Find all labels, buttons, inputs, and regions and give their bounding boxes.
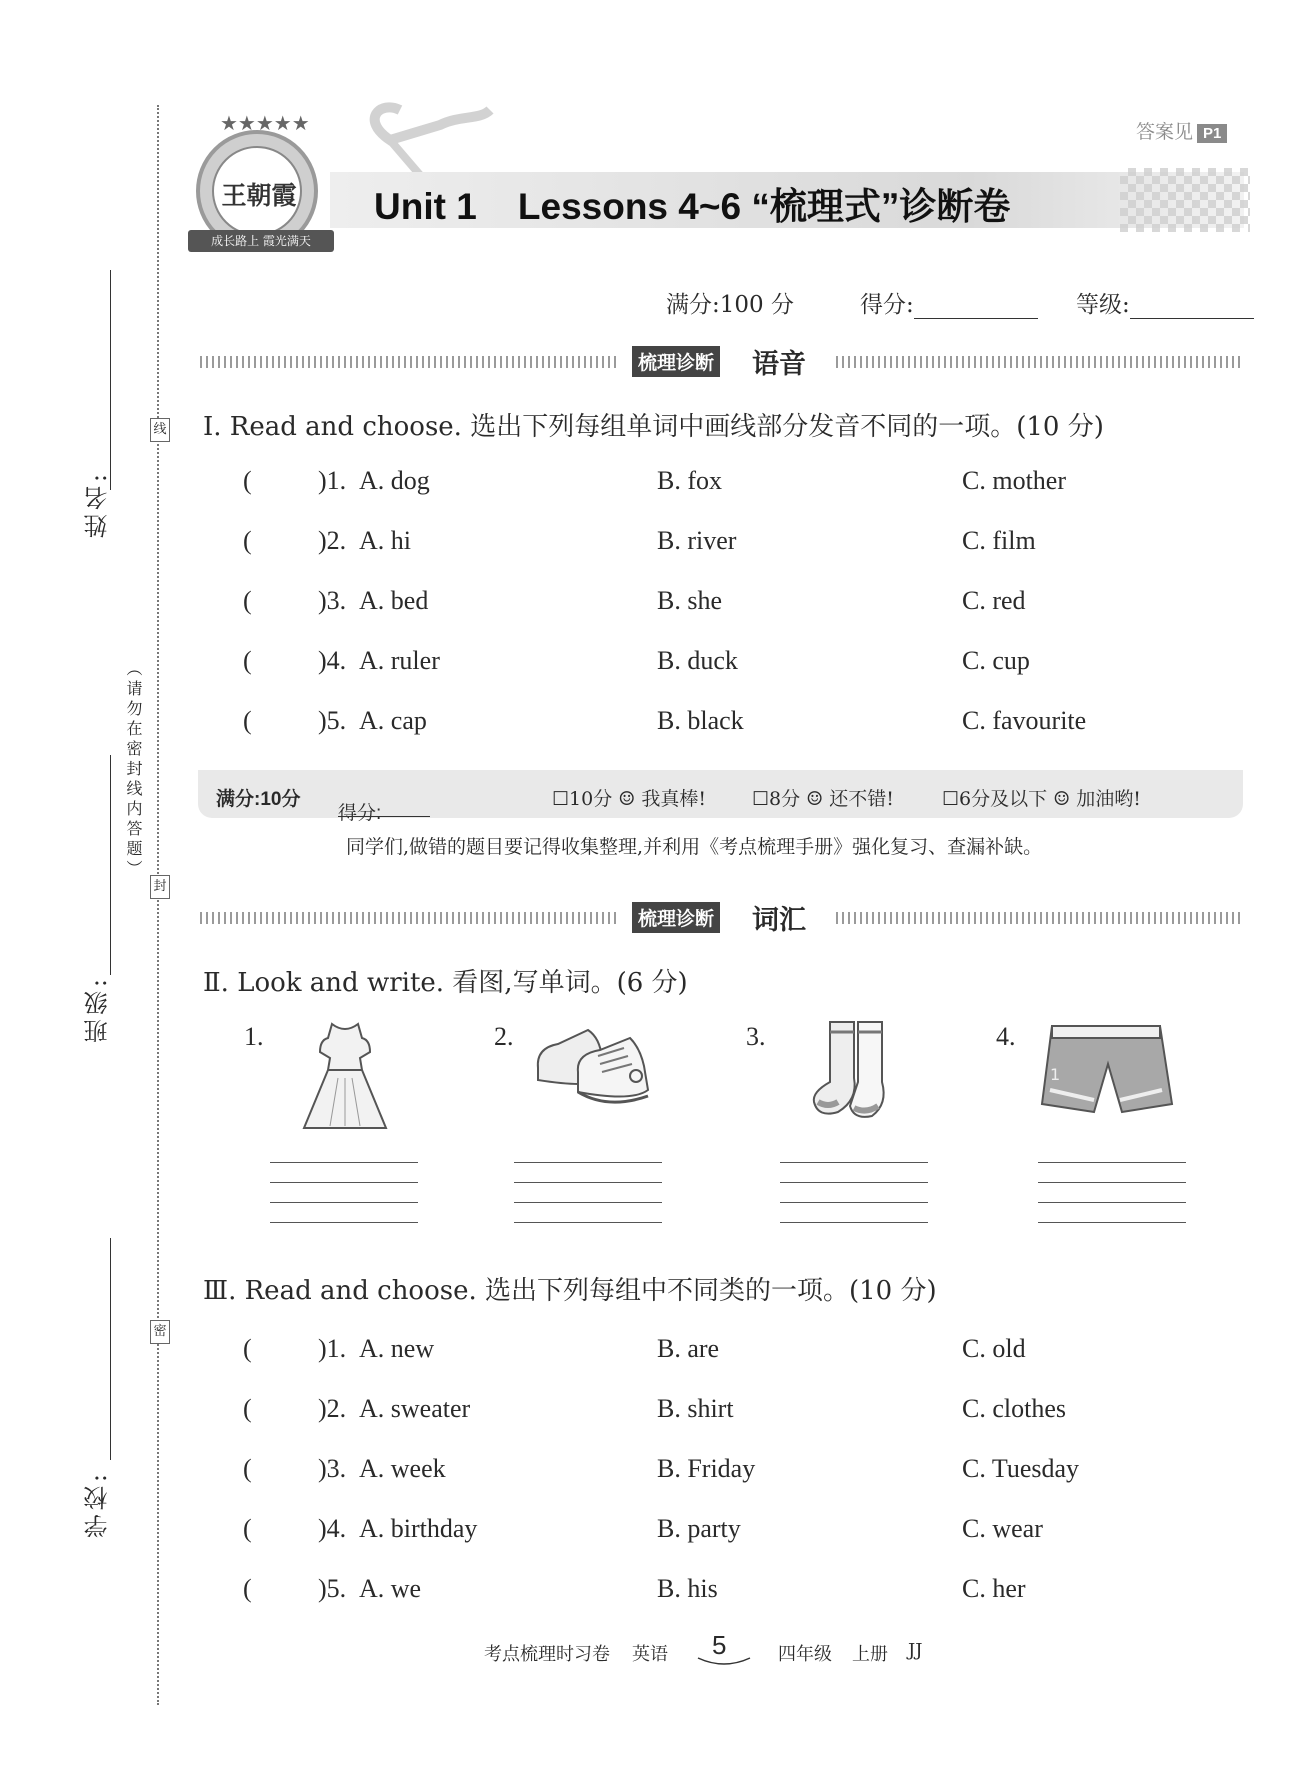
item-number: )2.: [318, 1394, 347, 1423]
answer-paren[interactable]: (: [243, 706, 252, 735]
class-blank: [110, 755, 111, 975]
option-b: B. shirt: [657, 1394, 734, 1423]
answer-page-badge: P1: [1197, 124, 1227, 143]
write-line[interactable]: [514, 1182, 662, 1183]
option-a: A. bed: [359, 586, 429, 615]
section-hatch: [200, 912, 620, 924]
answer-paren[interactable]: (: [243, 586, 252, 615]
option-c: C. cup: [962, 646, 1030, 675]
section-hatch: [836, 912, 1244, 924]
page-title: Unit 1 Lessons 4~6 “梳理式”诊断卷: [374, 186, 1011, 227]
option-c: C. old: [962, 1334, 1026, 1363]
section-title: 语音: [752, 349, 806, 380]
question-row: [240, 526, 1240, 560]
logo-seal: [212, 146, 302, 236]
option-c: C. favourite: [962, 706, 1087, 735]
option-c: C. mother: [962, 466, 1066, 495]
question-row: [240, 586, 1240, 620]
write-line[interactable]: [780, 1222, 928, 1223]
option-a: A. we: [359, 1574, 422, 1603]
question-row: [240, 1394, 1240, 1428]
grade-blank[interactable]: [1130, 296, 1254, 319]
ribbon-decoration-icon: [330, 100, 500, 180]
picture-number: 1.: [244, 1022, 264, 1051]
publisher-logo: [196, 111, 318, 252]
question-row: [240, 1574, 1240, 1608]
answer-paren[interactable]: (: [243, 1454, 252, 1483]
socks-icon: [808, 1016, 898, 1122]
section-scorebox: [198, 770, 1243, 824]
question-row: [240, 646, 1240, 680]
option-b: B. party: [657, 1514, 741, 1543]
write-line[interactable]: [1038, 1222, 1186, 1223]
scorebox-score-blank[interactable]: [338, 798, 430, 817]
page-number: 5: [712, 1630, 727, 1660]
stars-icon: [220, 108, 310, 136]
option-a: A. birthday: [359, 1514, 478, 1543]
item-number: )3.: [318, 586, 347, 615]
self-rate-6[interactable]: ☐6分及以下 ☺ 加油哟!: [942, 788, 1141, 810]
binding-dotted-line: [157, 105, 159, 1705]
item-number: )5.: [318, 1574, 347, 1603]
option-b: B. Friday: [657, 1454, 756, 1483]
answer-paren[interactable]: (: [243, 466, 252, 495]
item-number: )4.: [318, 646, 347, 675]
question-1-heading: Ⅰ. Read and choose. 选出下列每组单词中画线部分发音不同的一项。(10 分): [203, 412, 1104, 442]
option-a: A. sweater: [359, 1394, 471, 1423]
footer-edition: JJ: [908, 1640, 923, 1661]
write-line[interactable]: [514, 1162, 662, 1163]
svg-text:★★★★★: ★★★★★: [220, 111, 310, 135]
write-line[interactable]: [270, 1162, 418, 1163]
banner-checker-pattern: [1120, 168, 1250, 232]
grade-field: [1076, 286, 1254, 319]
section-header-vocabulary: [200, 900, 1244, 934]
review-tip: 同学们,做错的题目要记得收集整理,并利用《考点梳理手册》强化复习、查漏补缺。: [346, 836, 1043, 858]
answer-paren[interactable]: (: [243, 646, 252, 675]
item-number: )4.: [318, 1514, 347, 1543]
option-a: A. cap: [359, 706, 427, 735]
option-b: B. his: [657, 1574, 718, 1603]
section-tag: 梳理诊断: [632, 346, 720, 377]
class-label: 班级:: [84, 975, 112, 1044]
logo-slogan: 成长路上 霞光满天: [188, 230, 334, 252]
grade-label: 等级:: [1076, 292, 1130, 318]
footer-subject: 英语: [632, 1644, 668, 1665]
answer-paren[interactable]: (: [243, 526, 252, 555]
option-b: B. black: [657, 706, 744, 735]
item-number: )1.: [318, 1334, 347, 1363]
question-row: [240, 466, 1240, 500]
answer-paren[interactable]: (: [243, 1334, 252, 1363]
scorebox-full: 满分:10分: [216, 789, 301, 810]
option-c: C. Tuesday: [962, 1454, 1080, 1483]
binding-notice: （请勿在密封线内答题）: [124, 660, 143, 880]
section-tag: 梳理诊断: [632, 902, 720, 933]
footer-volume: 上册: [852, 1644, 888, 1665]
answer-paren[interactable]: (: [243, 1394, 252, 1423]
score-blank[interactable]: [914, 296, 1038, 319]
dress-icon: [300, 1018, 390, 1134]
svg-text:1: 1: [1050, 1065, 1061, 1084]
footer-grade: 四年级: [778, 1644, 832, 1665]
option-b: B. duck: [657, 646, 738, 675]
option-a: A. dog: [359, 466, 430, 495]
option-a: A. ruler: [359, 646, 440, 675]
option-c: C. her: [962, 1574, 1026, 1603]
option-c: C. film: [962, 526, 1036, 555]
question-row: [240, 1334, 1240, 1368]
write-line[interactable]: [514, 1202, 662, 1203]
full-score: 满分:100 分: [666, 292, 794, 318]
score-field: [860, 286, 1038, 319]
option-b: B. fox: [657, 466, 722, 495]
seal-mark: 线: [150, 418, 170, 442]
write-line[interactable]: [1038, 1202, 1186, 1203]
name-blank: [110, 270, 111, 490]
option-a: A. new: [359, 1334, 435, 1363]
item-number: )3.: [318, 1454, 347, 1483]
option-b: B. she: [657, 586, 722, 615]
write-line[interactable]: [780, 1202, 928, 1203]
section-hatch: [836, 356, 1244, 368]
question-row: [240, 1514, 1240, 1548]
sneakers-icon: [528, 1018, 658, 1118]
question-row: [240, 1454, 1240, 1488]
score-label: 得分:: [860, 292, 914, 318]
option-c: C. wear: [962, 1514, 1043, 1543]
scorebox-score-label: 得分:: [338, 803, 382, 824]
seal-mark: 密: [150, 1320, 170, 1344]
school-label: 学校:: [84, 1470, 112, 1539]
question-row: [240, 706, 1240, 740]
option-c: C. clothes: [962, 1394, 1066, 1423]
picture-number: 4.: [996, 1022, 1016, 1051]
write-line[interactable]: [780, 1162, 928, 1163]
question-3-heading: Ⅲ. Read and choose. 选出下列每组中不同类的一项。(10 分): [203, 1276, 937, 1306]
answer-reference-text: 答案见: [1136, 121, 1194, 143]
self-rate-8[interactable]: ☐8分 ☺ 还不错!: [752, 788, 894, 810]
school-blank: [110, 1238, 111, 1460]
answer-reference: [1136, 117, 1227, 144]
item-number: )5.: [318, 706, 347, 735]
item-number: )2.: [318, 526, 347, 555]
option-b: B. are: [657, 1334, 720, 1363]
picture-number: 2.: [494, 1022, 514, 1051]
answer-paren[interactable]: (: [243, 1514, 252, 1543]
shorts-icon: [1036, 1020, 1176, 1120]
write-line[interactable]: [1038, 1182, 1186, 1183]
option-a: A. week: [359, 1454, 446, 1483]
section-hatch: [200, 356, 620, 368]
seal-mark: 封: [150, 875, 170, 899]
item-number: )1.: [318, 466, 347, 495]
option-c: C. red: [962, 586, 1026, 615]
option-b: B. river: [657, 526, 737, 555]
logo-name: 王朝霞: [221, 181, 297, 210]
picture-number: 3.: [746, 1022, 766, 1051]
write-line[interactable]: [780, 1182, 928, 1183]
answer-paren[interactable]: (: [243, 1574, 252, 1603]
write-line[interactable]: [1038, 1162, 1186, 1163]
page-number-bracket-icon: [696, 1656, 752, 1670]
write-line[interactable]: [270, 1182, 418, 1183]
self-rate-10[interactable]: ☐10分 ☺ 我真棒!: [552, 788, 706, 810]
write-line[interactable]: [514, 1222, 662, 1223]
write-line[interactable]: [270, 1202, 418, 1203]
section-header-pronunciation: [200, 344, 1244, 378]
write-line[interactable]: [270, 1222, 418, 1223]
footer-book: 考点梳理时习卷: [484, 1644, 610, 1665]
name-label: 姓名:: [84, 470, 112, 539]
section-title: 词汇: [752, 905, 806, 936]
option-a: A. hi: [359, 526, 411, 555]
question-2-heading: Ⅱ. Look and write. 看图,写单词。(6 分): [203, 968, 688, 998]
